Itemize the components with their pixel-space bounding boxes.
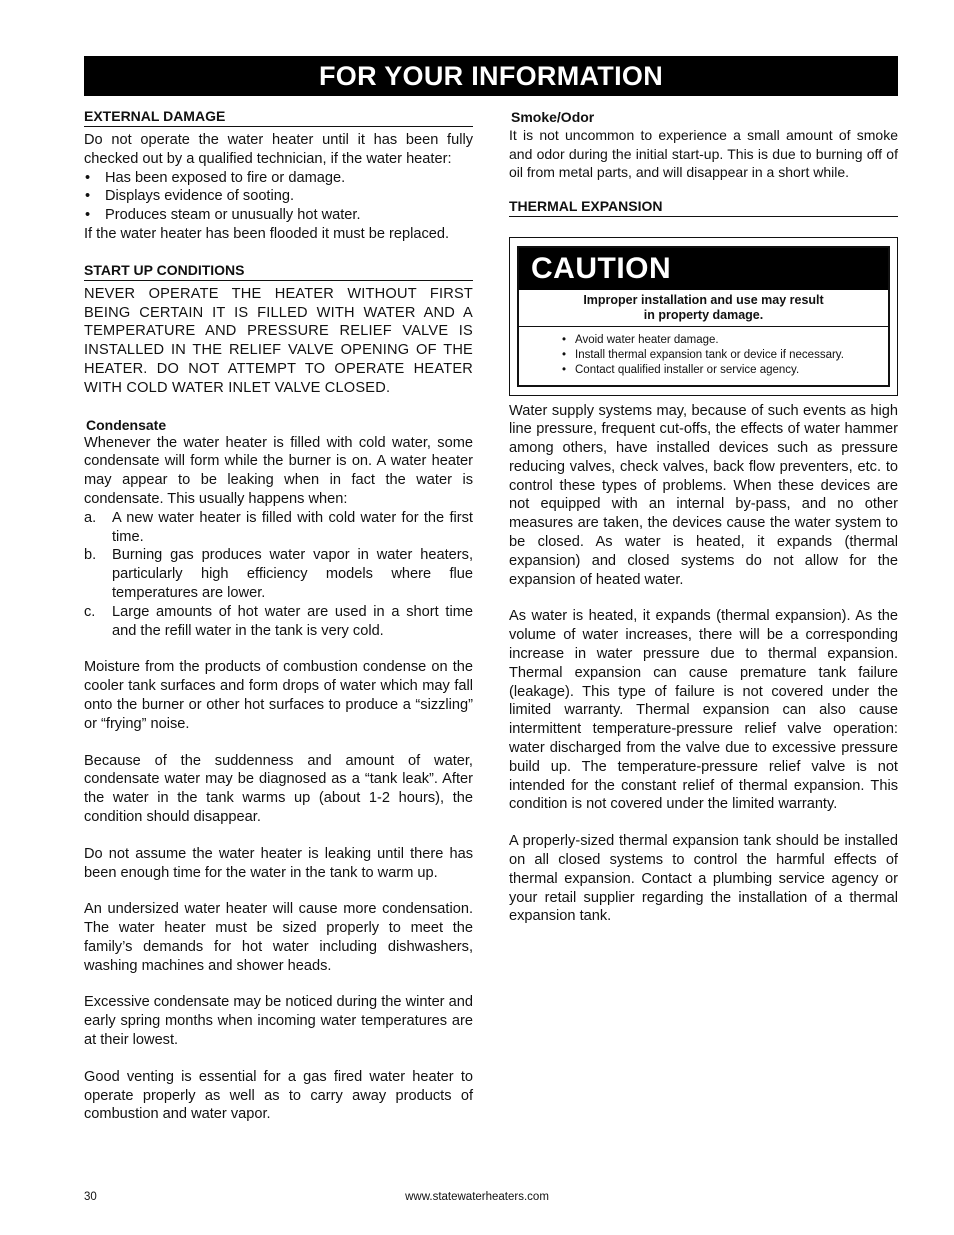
list-item: • Displays evidence of sooting. <box>84 187 473 206</box>
list-item-text: Large amounts of hot water are used in a short time and the refill water in the tank is very cold. <box>112 603 473 639</box>
list-item: • Produces steam or unusually hot water. <box>84 206 473 225</box>
external-damage-list <box>84 169 473 225</box>
smoke-odor-heading: Smoke/Odor <box>511 109 595 125</box>
list-item-text: A new water heater is filled with cold water for the first time. <box>112 509 473 545</box>
startup-conditions-heading: START UP CONDITIONS <box>84 262 473 281</box>
condensate-intro: Whenever the water heater is filled with cold water, some condensate will form while the burner is on. A water heater may appear to be leaking when in fact the water is condensate. This usually happens when: <box>84 434 473 507</box>
list-item <box>84 603 473 641</box>
left-column <box>84 108 473 1124</box>
condensate-heading: Condensate <box>86 416 167 433</box>
thermal-paragraph: Water supply systems may, because of such events as high line pressure, frequent cut-offs, the effects of water hammer among others, have installed devices such as pressure reducing valves, check valves, back flow preventers, etc. to control these types of problems. When these devices are not equipped with an internal by-pass, and no other measures are taken, the devices cause the water system to be closed. As water is heated, it expands (thermal expansion) and closed systems do not allow for the expansion of heated water. <box>509 402 898 588</box>
thermal-paragraph: As water is heated, it expands (thermal expansion). As the volume of water increases, there will be a corresponding increase in water pressure due to thermal expansion. Thermal expansion can cause premature tank failure (leakage). This type of failure is not covered under the limited warranty. Thermal expansion can also cause intermittent temperature-pressure relief valve operation: water discharged from the valve due to excessive pressure build up. The temperature-pressure relief valve is not intended for the constant relief of thermal expansion. This condition is not covered under the limited warranty. <box>509 608 898 813</box>
caution-title: CAUTION <box>519 248 888 290</box>
external-damage-heading: EXTERNAL DAMAGE <box>84 108 473 127</box>
condensate-paragraph: An undersized water heater will cause more condensation. The water heater must be sized properly to meet the family’s demands for hot water including dishwashers, washing machines and shower heads. <box>84 901 473 974</box>
page-banner-title: FOR YOUR INFORMATION <box>84 56 898 96</box>
startup-warning-text: NEVER OPERATE THE HEATER WITHOUT FIRST BEING CERTAIN IT IS FILLED WITH WATER AND A TEMPERATURE AND PRESSURE RELIEF VALVE IS INSTALLED IN THE RELIEF VALVE OPENING OF THE HEATER. DO NOT ATTEMPT TO OPERATE HEATER WITH COLD WATER INLET VALVE CLOSED. <box>84 285 473 396</box>
right-column <box>509 108 898 926</box>
condensate-paragraph: Do not assume the water heater is leaking until there has been enough time for the water in the tank to warm up. <box>84 845 473 881</box>
condensate-paragraph: Because of the suddenness and amount of water, condensate water may be diagnosed as a “tank leak”. After the water in the tank warms up (about 1-2 hours), the condition should disappear. <box>84 752 473 825</box>
condensate-list <box>84 509 473 641</box>
thermal-paragraph: A properly-sized thermal expansion tank should be installed on all closed systems to control the harmful effects of thermal expansion. Contact a plumbing service agency or your retail supplier regarding the installation of a thermal expansion tank. <box>509 833 898 925</box>
caution-message <box>519 290 888 327</box>
page-number: 30 <box>84 1191 97 1203</box>
condensate-paragraph: Good venting is essential for a gas fired water heater to operate properly as well as to carry away products of combustion and water vapor. <box>84 1068 473 1123</box>
caution-box <box>509 237 898 396</box>
external-damage-intro: Do not operate the water heater until it has been fully checked out by a qualified technician, if the water heater: <box>84 132 473 167</box>
list-marker: a. <box>84 509 97 526</box>
list-marker: b. <box>84 547 97 564</box>
list-item: • Has been exposed to fire or damage. <box>84 169 473 188</box>
condensate-paragraph: Moisture from the products of combustion condense on the cooler tank surfaces and form drops of water which may fall onto the burner or other hot surfaces to produce a “sizzling” or “frying” noise. <box>84 659 473 732</box>
smoke-odor-text: It is not uncommon to experience a small amount of smoke and odor during the initial start-up. This is due to burning off of oil from metal parts, and will disappear in a short while. <box>509 127 898 180</box>
list-item <box>84 546 473 602</box>
caution-list <box>519 327 888 385</box>
footer-url: www.statewaterheaters.com <box>405 1191 549 1203</box>
list-marker: c. <box>84 603 96 620</box>
list-item: • Avoid water heater damage. <box>575 333 884 348</box>
caution-message-line: Improper installation and use may result <box>583 292 824 307</box>
list-item-text: Burning gas produces water vapor in water heaters, particularly high efficiency models where flue temperatures are lower. <box>112 547 473 601</box>
caution-label <box>517 246 890 387</box>
thermal-expansion-heading: THERMAL EXPANSION <box>509 198 898 217</box>
list-item: • Install thermal expansion tank or device if necessary. <box>575 348 884 363</box>
list-item: • Contact qualified installer or service agency. <box>575 363 884 378</box>
caution-message-line: in property damage. <box>643 307 764 322</box>
external-damage-closing: If the water heater has been flooded it must be replaced. <box>84 225 450 242</box>
list-item <box>84 509 473 547</box>
condensate-paragraph: Excessive condensate may be noticed during the winter and early spring months when incoming water temperatures are at their lowest. <box>84 994 473 1049</box>
